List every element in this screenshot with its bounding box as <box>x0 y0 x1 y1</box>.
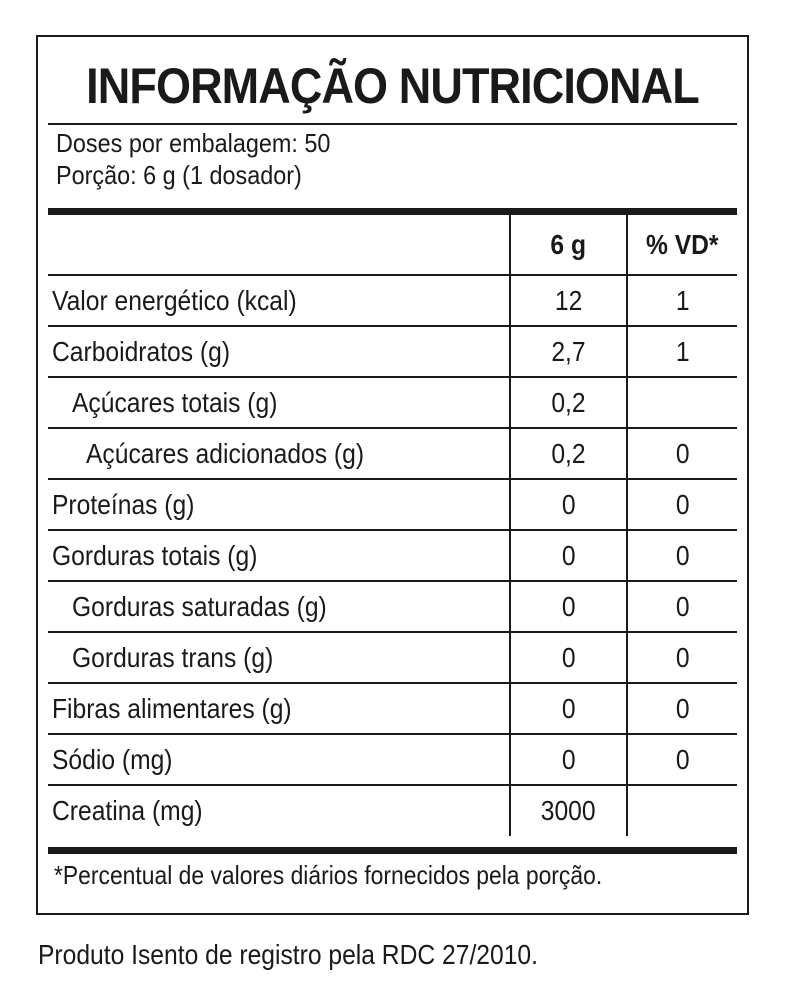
nutrient-name: Fibras alimentares (g) <box>52 692 292 724</box>
footnote <box>54 855 677 895</box>
nutrient-amount: 0 <box>561 590 576 622</box>
footnote-text: *Percentual de valores diários fornecidos pela porção. <box>54 860 603 890</box>
title-divider <box>48 123 737 125</box>
table-row <box>48 785 737 836</box>
table-row <box>48 581 737 632</box>
nutrient-amount: 0 <box>561 641 576 673</box>
serving-divider <box>48 208 737 215</box>
portion-size: Porção: 6 g (1 dosador) <box>56 160 302 190</box>
nutrition-table <box>48 215 737 836</box>
exempt-text: Produto Isento de registro pela RDC 27/2010. <box>38 939 538 970</box>
nutrient-name: Açúcares adicionados (g) <box>86 437 365 469</box>
nutrient-dv: 0 <box>675 488 690 520</box>
panel-title: INFORMAÇÃO NUTRICIONAL <box>86 58 699 114</box>
nutrient-amount: 0 <box>561 743 576 775</box>
nutrient-dv: 1 <box>675 284 690 316</box>
table-row <box>48 428 737 479</box>
nutrient-name: Gorduras trans (g) <box>72 641 274 673</box>
nutrient-name: Proteínas (g) <box>52 488 195 520</box>
table-row <box>48 683 737 734</box>
servings-per-package: Doses por embalagem: 50 <box>56 128 331 158</box>
nutrient-dv: 0 <box>675 743 690 775</box>
footnote-divider <box>48 847 737 854</box>
nutrient-name: Gorduras totais (g) <box>52 539 258 571</box>
nutrient-amount: 3000 <box>541 795 596 826</box>
nutrient-name: Gorduras saturadas (g) <box>72 590 327 622</box>
table-header-row <box>48 215 737 275</box>
nutrient-amount: 0 <box>561 692 576 724</box>
table-row <box>48 479 737 530</box>
nutrient-amount: 2,7 <box>551 335 586 367</box>
table-row <box>48 632 737 683</box>
nutrient-dv: 0 <box>675 641 690 673</box>
table-row <box>48 530 737 581</box>
nutrient-name: Açúcares totais (g) <box>72 386 278 418</box>
nutrient-amount: 0,2 <box>551 386 586 418</box>
table-row <box>48 326 737 377</box>
table-row <box>48 734 737 785</box>
dv-column-header: % VD* <box>646 228 719 260</box>
nutrient-dv: 0 <box>675 692 690 724</box>
nutrient-amount: 0 <box>561 539 576 571</box>
nutrient-amount: 0,2 <box>551 437 586 469</box>
nutrient-name: Creatina (mg) <box>52 795 203 826</box>
nutrient-name: Sódio (mg) <box>52 743 173 775</box>
nutrient-dv: 0 <box>675 539 690 571</box>
nutrient-amount: 12 <box>554 284 583 316</box>
serving-info <box>56 127 361 191</box>
nutrient-dv: 1 <box>675 335 690 367</box>
nutrient-name: Valor energético (kcal) <box>52 284 297 316</box>
nutrient-amount: 0 <box>561 488 576 520</box>
nutrition-facts-panel <box>36 35 749 915</box>
table-row <box>48 275 737 326</box>
nutrient-name: Carboidratos (g) <box>52 335 231 367</box>
nutrient-dv: 0 <box>675 437 690 469</box>
registration-exempt-notice <box>38 935 606 975</box>
amount-column-header: 6 g <box>550 228 587 260</box>
nutrient-dv: 0 <box>675 590 690 622</box>
table-row <box>48 377 737 428</box>
